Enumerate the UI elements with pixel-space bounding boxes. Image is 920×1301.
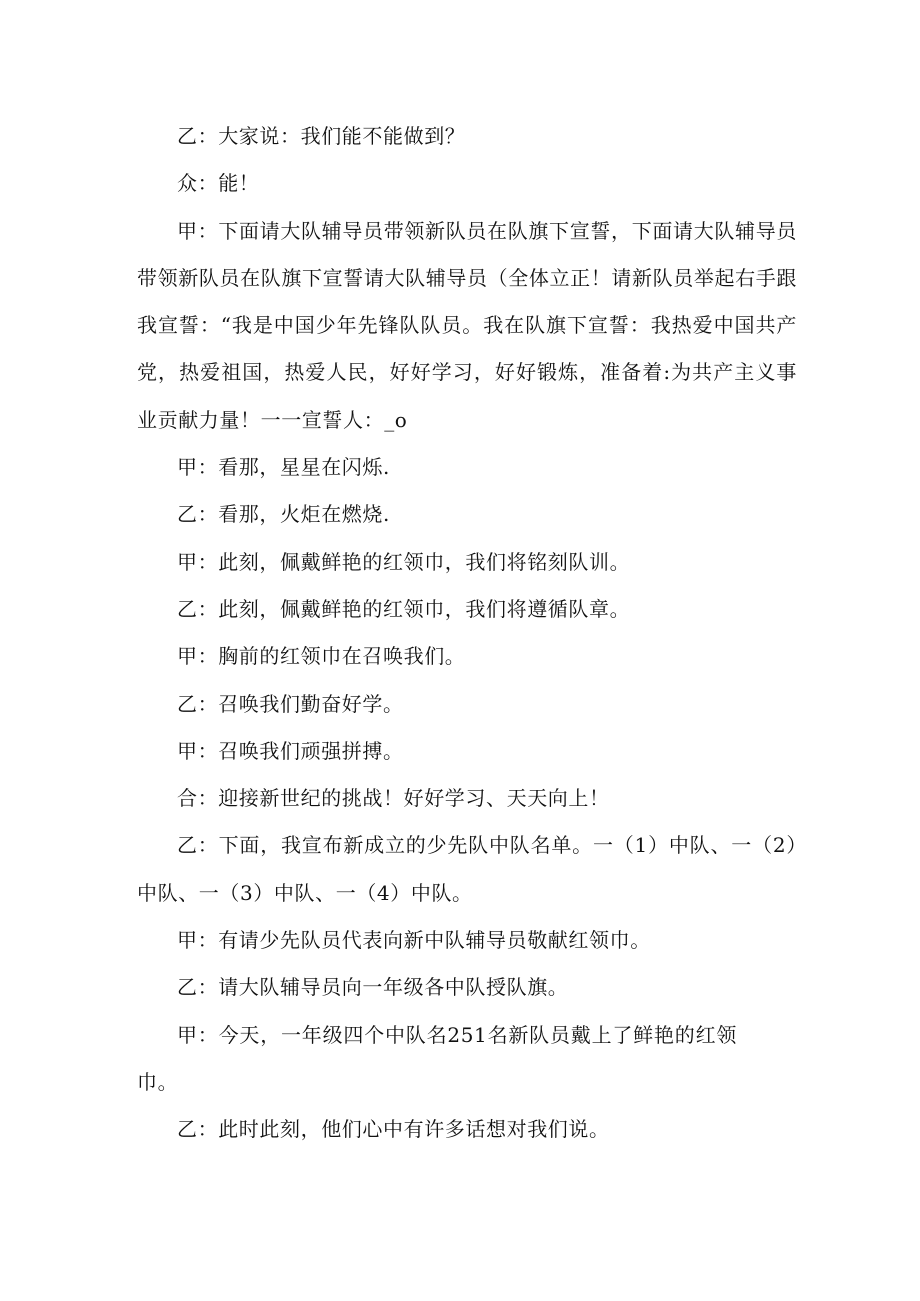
paragraph-5: 乙：看那，火炬在燃烧. bbox=[177, 502, 390, 527]
paragraph-11: 合：迎接新世纪的挑战！好好学习、天天向上！ bbox=[177, 786, 610, 811]
document-body bbox=[137, 113, 797, 1154]
paragraph-15: 甲：今天，一年级四个中队名251名新队员戴上了鲜艳的红领巾。 bbox=[137, 1022, 737, 1094]
paragraph-10: 甲：召唤我们顽强拼搏。 bbox=[177, 738, 404, 763]
paragraph-6: 甲：此刻，佩戴鲜艳的红领巾，我们将铭刻队训。 bbox=[177, 549, 631, 574]
paragraph-3: 甲：下面请大队辅导员带领新队员在队旗下宣誓，下面请大队辅导员带领新队员在队旗下宣誓请大队辅导员（全体立正！请新队员举起右手跟我宣誓：“我是中国少年先锋队队员。我在队旗下宣誓：我热爱中国共产党，热爱祖国，热爱人民，好好学习，好好锻炼，准备着:为共产主义事业贡献力量！一一宣誓人：_o bbox=[137, 218, 797, 432]
paragraph-12: 乙：下面，我宣布新成立的少先队中队名单。一（1）中队、一（2）中队、一（3）中队、一（4）中队。 bbox=[137, 833, 797, 905]
paragraph-1: 乙：大家说：我们能不能做到？ bbox=[177, 124, 466, 148]
paragraph-4: 甲：看那，星星在闪烁. bbox=[177, 455, 390, 480]
paragraph-14: 乙：请大队辅导员向一年级各中队授队旗。 bbox=[177, 975, 569, 1000]
paragraph-8: 甲：胸前的红领巾在召唤我们。 bbox=[177, 644, 466, 669]
paragraph-9: 乙：召唤我们勤奋好学。 bbox=[177, 691, 404, 716]
paragraph-2: 众：能！ bbox=[177, 171, 260, 196]
paragraph-13: 甲：有请少先队员代表向新中队辅导员敬献红领巾。 bbox=[177, 928, 651, 953]
paragraph-16: 乙：此时此刻，他们心中有许多话想对我们说。 bbox=[177, 1117, 610, 1142]
paragraph-7: 乙：此刻，佩戴鲜艳的红领巾，我们将遵循队章。 bbox=[177, 596, 631, 621]
